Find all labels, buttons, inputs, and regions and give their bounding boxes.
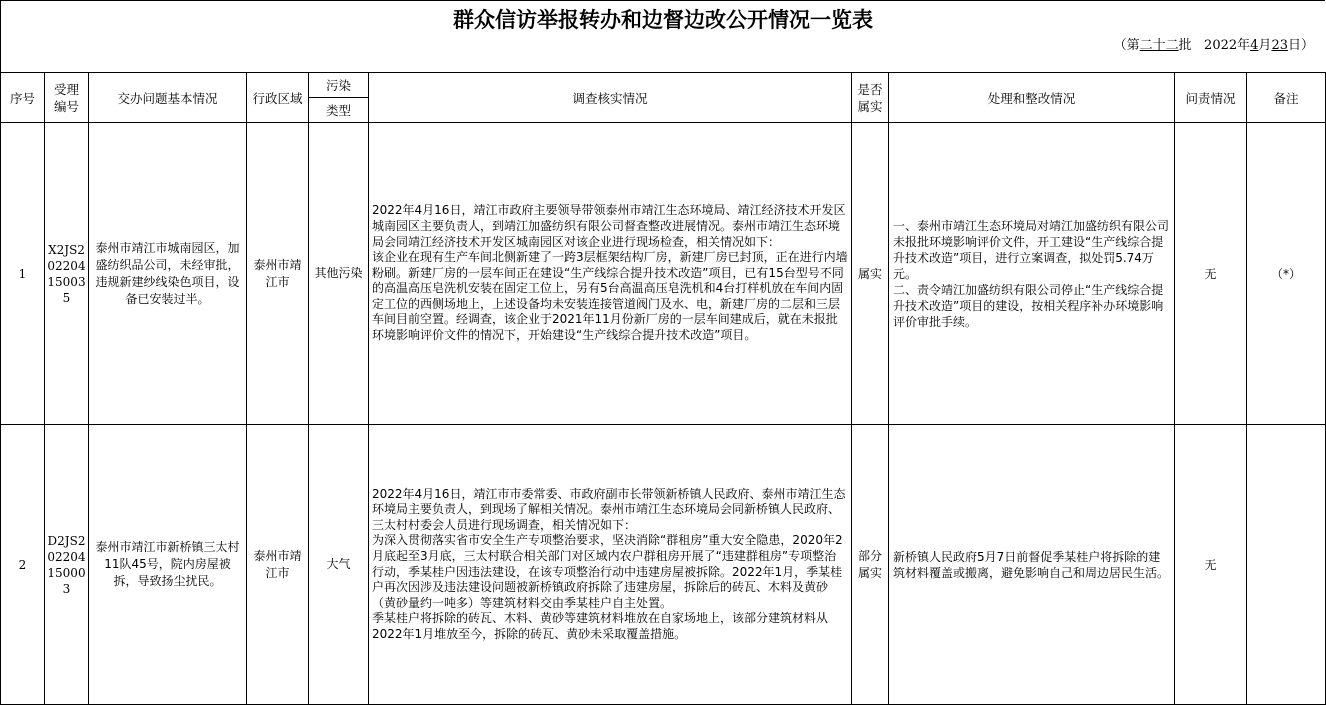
header-accountability: 问责情况 (1175, 73, 1247, 123)
handling-paragraph: 二、责令靖江加盛纺织有限公司停止“生产线综合提升技术改造”项目的建设，按相关程序补办环境影响评价审批手续。 (893, 282, 1164, 329)
row-accountability: 无 (1175, 123, 1247, 425)
row-verified: 属实 (852, 123, 889, 425)
row-seq: 1 (1, 123, 45, 425)
header-row-top (1, 73, 1326, 98)
header-pollution-type-bottom: 类型 (309, 98, 369, 123)
row-investigation (369, 123, 852, 425)
header-handling: 处理和整改情况 (889, 73, 1175, 123)
batch-suffix: 批 (1178, 38, 1192, 53)
investigation-paragraph: 为深入贯彻落实省市安全生产专项整治要求，坚决消除“群租房”重大安全隐患，2020年2月底起至3月底，三太村联合相关部门对区域内农户群租房开展了“违建群租房”专项整治行动，季某桂户因违法建设，在该专项整治行动中违建房屋被拆除。2022年1月，季某桂户再次因涉及违法建设问题被新桥镇政府拆除了违建房屋，拆除后的砖瓦、木料及黄砂（黄砂量约一吨多）等建筑材料交由季某桂户自主处置。 (372, 533, 843, 610)
batch-year: 2022年 (1204, 38, 1251, 53)
header-issue: 交办问题基本情况 (89, 73, 247, 123)
batch-month: 4 (1250, 38, 1259, 53)
row-pollution-type: 其他污染 (309, 123, 369, 425)
batch-info (1114, 34, 1314, 53)
batch-day: 23 (1271, 38, 1288, 53)
header-receipt-no: 受理编号 (45, 73, 89, 123)
row-verified: 部分属实 (852, 425, 889, 705)
row-handling (889, 425, 1175, 705)
row-pollution-type: 大气 (309, 425, 369, 705)
header-investigation: 调查核实情况 (369, 73, 852, 123)
row-issue: 泰州市靖江市城南园区，加盛纺织品公司，未经审批，违规新建纱线染色项目，设备已安装过半。 (89, 123, 247, 425)
row-remarks: （*） (1247, 123, 1326, 425)
investigation-paragraph: 季某桂户将拆除的砖瓦、木料、黄砂等建筑材料堆放在自家场地上，该部分建筑材料从2022年1月堆放至今，拆除的砖瓦、黄砂未采取覆盖措施。 (372, 611, 829, 641)
batch-day-suffix: 日） (1287, 38, 1314, 53)
investigation-paragraph: 2022年4月16日，靖江市政府主要领导带领泰州市靖江生态环境局、靖江经济技术开发区城南园区主要负责人，到靖江加盛纺织有限公司督查整改进展情况。泰州市靖江生态环境局会同靖江经济技术开发区城南园区对该企业进行现场检查，相关情况如下： (372, 203, 846, 249)
row-region: 泰州市靖江市 (247, 123, 309, 425)
handling-paragraph: 新桥镇人民政府5月7日前督促季某桂户将拆除的建筑材料覆盖或搬离，避免影响自己和周边居民生活。 (893, 549, 1170, 580)
batch-prefix: （第 (1113, 38, 1140, 53)
document-title: 群众信访举报转办和边督边改公开情况一览表 (453, 7, 873, 32)
row-remarks (1247, 425, 1326, 705)
investigation-paragraph: 2022年4月16日，靖江市市委常委、市政府副市长带领新桥镇人民政府、泰州市靖江生态环境局主要负责人，到现场了解相关情况。泰州市靖江生态环境局会同新桥镇人民政府、三太村村委会人员进行现场调查，相关情况如下： (372, 486, 846, 532)
batch-number: 二十二 (1139, 38, 1179, 53)
row-receipt-no: D2JS202204150003 (45, 425, 89, 705)
row-seq: 2 (1, 425, 45, 705)
row-accountability: 无 (1175, 425, 1247, 705)
handling-paragraph: 一、泰州市靖江生态环境局对靖江加盛纺织有限公司未报批环境影响评价文件，开工建设“生产线综合提升技术改造”项目，进行立案调查，拟处罚5.74万元。 (893, 218, 1170, 281)
table-row (1, 425, 1326, 705)
header-region: 行政区域 (247, 73, 309, 123)
table-row (1, 123, 1326, 425)
row-handling (889, 123, 1175, 425)
header-seq: 序号 (1, 73, 45, 123)
row-region: 泰州市靖江市 (247, 425, 309, 705)
header-pollution-type-top: 污染 (309, 73, 369, 98)
header-verified: 是否属实 (852, 73, 889, 123)
batch-month-suffix: 月 (1258, 38, 1272, 53)
row-receipt-no: X2JS202204150035 (45, 123, 89, 425)
header-remarks: 备注 (1247, 73, 1326, 123)
investigation-paragraph: 该企业在现有生产车间北侧新建了一跨3层框架结构厂房，新建厂房已封顶，正在进行内墙粉刷。新建厂房的一层车间正在建设“生产线综合提升技术改造”项目，已有15台型号不同的高温高压皂洗机安装在固定工位上，另有5台高温高压皂洗机和4台打样机放在车间内固定工位的西侧场地上，上述设备均未安装连接管道阀门及水、电，新建厂房的二层和三层车间目前空置。经调查，该企业于2021年11月份新厂房的一层车间建成后，就在未报批环境影响评价文件的情况下，开始建设“生产线综合提升技术改造”项目。 (372, 250, 848, 343)
petition-table (0, 72, 1326, 705)
row-issue: 泰州市靖江市新桥镇三太村11队45号，院内房屋被拆，导致扬尘扰民。 (89, 425, 247, 705)
row-investigation (369, 425, 852, 705)
